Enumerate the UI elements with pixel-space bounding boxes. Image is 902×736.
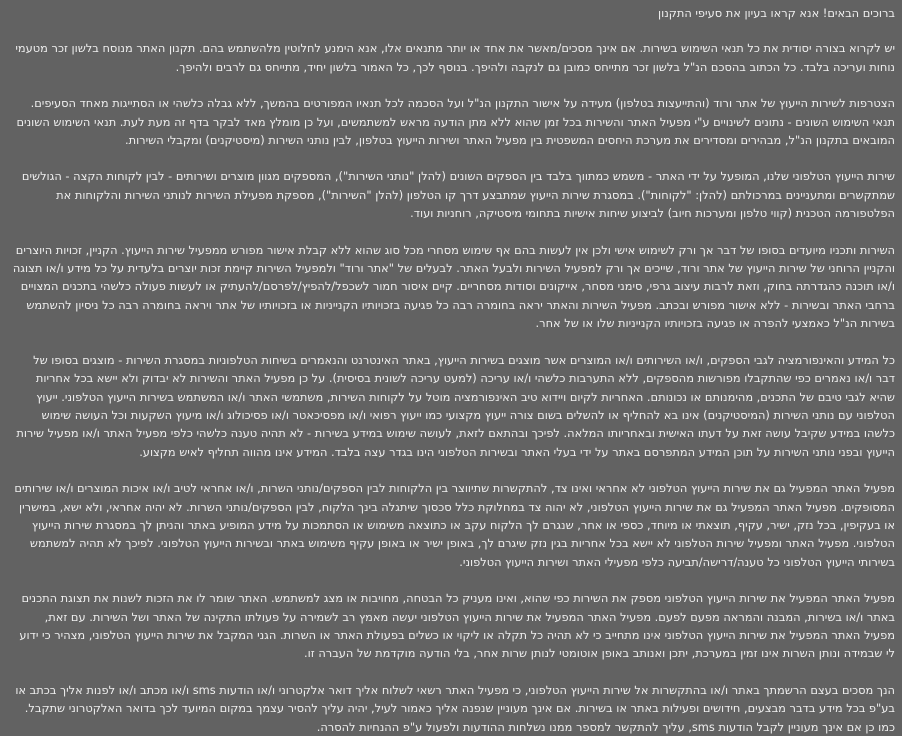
terms-paragraph-notifications: הנך מסכים בעצם הרשמתך באתר ו/או בהתקשרות אל שירות הייעוץ הטלפוני, כי מפעיל האתר רשאי לשלוח אליך דואר אלקטרוני ו/או הודעות sms ו/או מכתב ו/או לפנות אליך בכתב או בע"פ בכל מידע בדבר מבצעים, חידושים ופעילות באתר או בשירות. אם אינך מעוניין שנפנה אליך כאמור לעיל, יהיה עליך להסיר עצמך במקום המיועד לכך בדואר האלקטרוני שתקבל. כמו כן אם אינך מעוניין לקבל הודעות sms, עליך להתקשר למספר ממנו נשלחות ההודעות ולפעול ע"פ ההנחיות להסרה.	[15, 682, 895, 734]
terms-paragraph-information: כל המידע והאינפורמציה לגבי הספקים, ו/או השירותים ו/או המוצרים אשר מוצגים בשירות הייעוץ, באתר האינטרנט והנאמרים בשיחות הטלפוניות במסגרת השירות - מוצגים בסופו של דבר ו/או נאמרים כפי שהתקבלו מפורשות מהספקים, ללא התערבות כלשהי ו/או עריכה (למעט עריכה לשונית בסיסית). על כן מפעיל האתר והשירות לא יבדוק ולא יישא בכל אחריות שהיא לגבי טיבם של התכנים, מהימנותם או נכונותם. האחריות לקיום ויידוא טיב האינפורמציה מוטל על לקוחות השירות, משתמשי האתר ו/או המשתמש בשירות הייעוץ הטלפוני. ייעוץ הטלפוני עם נותני השירות (המיסטיקנים) אינו בא להחליף או להשלים בשום צורה ייעוץ מקצועי כמו ייעוץ רפואי ו/או מפסיכאטר ו/או פסיכולוג ו/או מיעוץ השקעות וכל העושה שימוש כלשהו במידע שקיבל עושה זאת על דעתו האישית ובאחריותו המלאה. לפיכך ובהתאם לזאת, לעושה שימוש במידע בשירות - לא תהיה טענה כלשהי כלפי מפעיל האתר ו/או מפעיל שירות הייעוץ ובפני נותני השירות על תוכן המידע המתפרסם באתר על ידי בעלי האתר ובשירות הטלפוני הינו בגדר עצה בלבד. המידע אינו מהווה תחליף לאיש מקצוע.	[16, 352, 895, 459]
terms-paragraph-copyright: השירות ותכניו מיועדים בסופו של דבר אך ורק לשימוש אישי ולכן אין לעשות בהם אף שימוש מסחרי מכל סוג שהוא ללא קבלת אישור מפורש ממפעיל שירות הייעוץ. הקניין, זכויות היוצרים והקניין הרוחני של שירות הייעוץ של אתר ורוד, שייכים אך ורק למפעיל השירות ולבעל האתר. לבעלים של "אתר ורוד" ולמפעיל השירות קיימת זכות יוצרים בלעדית על כל מידע ו/או תצוגה ו/או תוכנה כהגדרתה בחוק, וזאת לרבות עיצוב גרפי, סימני מסחר, אייקונים וסודות מסחריים. קיים איסור חמור לשכפל/להפיץ/לפרסם/להעתיק או לעשות פעולה כלשהי בתכנים המצויים ברחבי האתר ובשירות - ללא אישור מפורש ובכתב. מפעיל השירות והאתר יראה בחומרה רבה כל פגיעה בזכויותיו הקנייניות או בזכויותיו של אתר ויראה בחומרה רבה כל ניסיון להשתמש בשירות הנ"ל כאמצעי להפרה או פגיעה בזכויותיו הקנייניות שלו או של אחר.	[12, 242, 895, 331]
terms-paragraph-joining: הצטרפות לשירות הייעוץ של אתר ורוד (והתייעצות בטלפון) מעידה על אישור התקנון הנ"ל ועל הסכמה לכל תנאיו המפורטים בהמשך, ללא גבלה כלשהי או הסתייגות מאחד הסעיפים. תנאי השימוש השונים - נתונים לשינויים ע"י מפעיל האתר והשירות בכל זמן שהוא ללא מתן הודעה מראש למשתמשים, ועל כן מומלץ מאד לבקר בדף זה מעת לעת. תנאי השימוש השונים המובאים בתקנון הנ"ל, מבהירים ומסדירים את מערכת היחסים המשפטית בין מפעיל האתר ושירות הייעוץ בטלפון, לבין נותני השירות (מיסטיקנים) ומקבלי השירות.	[16, 96, 895, 148]
terms-paragraph-service-as-is: מפעיל האתר המפעיל את שירות הייעוץ הטלפוני מספק את השירות כפי שהוא, ואינו מעניק כל הבטחה, מחויבות או מצג למשתמש. האתר שומר לו את הזכות לשנות את תצוגת התכנים באתר ו/או בשירות, המבנה והמראה מפעם לפעם. מפעיל האתר המפעיל את שירות הייעוץ הטלפוני יעשה מאמץ רב לשמירה על פעולתו התקינה של האתר ושל השירות. עם זאת, מפעיל האתר המפעיל את שירות הייעוץ הטלפוני אינו מתחייב כי לא תהיה כל תקלה או ליקוי או כשלים בפעולת האתר או השרות. הגני המקבל את שירות הייעוץ הטלפוני, מצהיר כי ידוע לי שבמידה ונותן השרות אינו זמין במערכת, יתכן ואנותב באופן אוטומטי לנותן שרות אחר, בלי הודעה מוקדמת של העברה זו.	[19, 591, 895, 661]
terms-paragraph-liability: מפעיל האתר המפעיל גם את שירות הייעוץ הטלפוני לא אחראי ואינו צד, להתקשרות שתיווצר בין הלקוחות לבין הספקים/נותני השרות, ו/או אחראי לטיב ו/או איכות המוצרים ו/או שירותים המסופקים. מפעיל האתר המפעיל גם את שירות הייעוץ הטלפוני, לא יהוה צד במחלוקת כלל סכסוך שיתגלה בינך הלקוח, לבין הספקים/נותני השרות. לא יהיה אחראי, ולא ישא, במישרין או בעקיפין, בכל נזק, ישיר, עקיף, תוצאתי או מיוחד, כספי או אחר, שנגרם לך הלקוח עקב או כתוצאה משימוש או הסתמכות על מידע המופיע באתר והניתן לך במסגרת שירות הייעוץ הטלפוני. מפעיל האתר ומפעיל שירות הטלפוני לא יישא בכל אחריות בגין נזק שיגרם לך, באופן ישיר או באופן עקיף משימוש באתר ובשירות הייעוץ הטלפוני. לפיכך לא תהיה למשתמש בשירותי הייעוץ הטלפוני כל טענה/דרישה/תביעה כלפי מפעילי האתר ושירות הייעוץ הטלפוני.	[14, 481, 895, 569]
terms-paragraph-intermediary: שירות הייעוץ הטלפוני שלנו, המופעל על ידי האתר - משמש כמתווך בלבד בין הספקים השונים (להלן "נותני השירות"), המספקים מגוון מוצרים ושירותים - לבין לקוחות הקצה - הגולשים שמתקשרים ומתעניינים במרכולתם (להלן: "לקוחות"). במסגרת שירות הייעוץ שמתבצע דרך קו הטלפון (להלן "השירות"), מספקת מפעילת השירות לנותני השירות והלקוחות את הפלטפורמה הטכנית (קווי טלפון ומערכות חיוב) לביצוע שיחות אישיות בתחומי מיסטיקה, רוחניות ועוד.	[21, 169, 895, 221]
terms-paragraph-reading: יש לקרוא בצורה יסודית את כל תנאי השימוש בשירות. אם אינך מסכים/מאשר את אחד או יותר מתנאים אלו, אנא הימנע לחלוטין מלהשתמש בהם. תקנון האתר מנוסח בלשון זכר מטעמי נוחות ועריכה בלבד. כל הכתוב בהסכם הנ"ל בלשון זכר מתייחס כמובן גם לנקבה ולהיפך. בנוסף לכך, כל האמור בלשון יחיד, מתייחס גם לרבים ולהיפך.	[15, 41, 895, 74]
terms-intro-line: ברוכים הבאים! אנא קראו בעיון את סעיפי התקנון	[657, 6, 895, 20]
